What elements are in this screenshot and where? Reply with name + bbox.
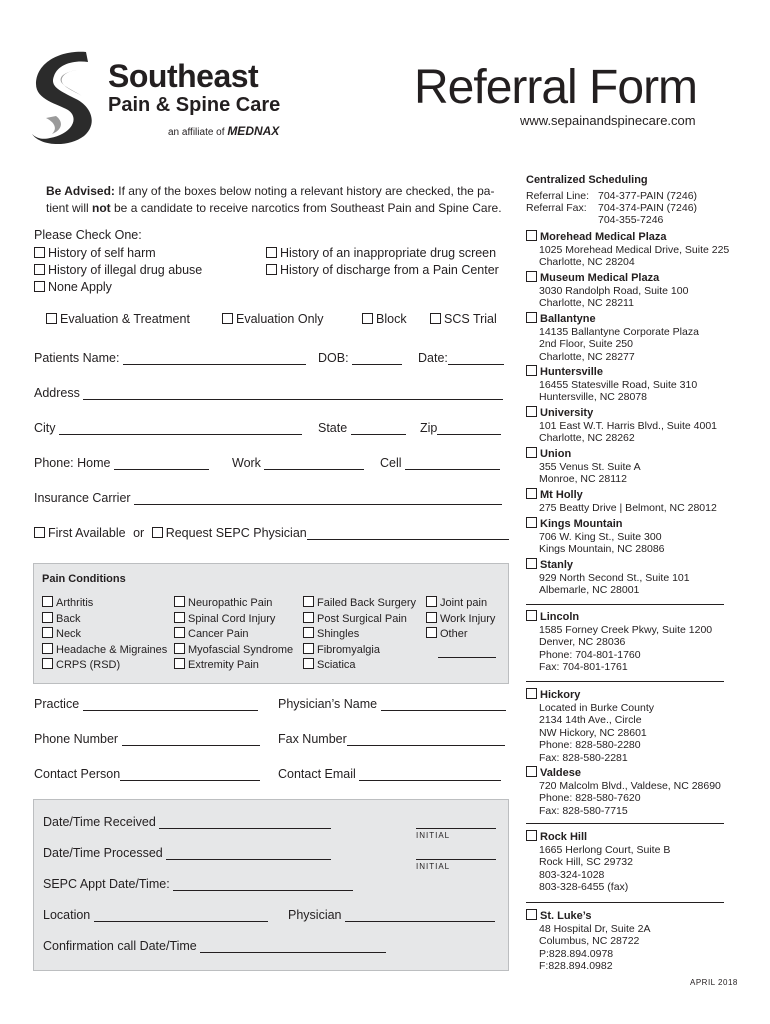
affiliate-line bbox=[168, 124, 279, 138]
date-received-line[interactable] bbox=[159, 815, 331, 829]
divider bbox=[526, 823, 724, 824]
initial-processed[interactable]: INITIAL bbox=[416, 846, 496, 871]
divider bbox=[526, 681, 724, 682]
referral-fax: Referral Fax: 704-374-PAIN (7246) bbox=[526, 202, 698, 214]
checkbox[interactable] bbox=[303, 596, 314, 607]
pain-spinal-cord[interactable]: Spinal Cord Injury bbox=[174, 612, 293, 628]
check-illegal-drug[interactable]: History of illegal drug abuse bbox=[34, 262, 202, 279]
physician-field[interactable]: Physician bbox=[288, 908, 495, 922]
checkbox[interactable] bbox=[526, 488, 537, 499]
pain-work-injury[interactable]: Work Injury bbox=[426, 612, 496, 628]
service-eval-treatment[interactable]: Evaluation & Treatment bbox=[46, 312, 190, 326]
checkbox[interactable] bbox=[526, 558, 537, 569]
zip-line[interactable] bbox=[437, 421, 501, 435]
location-ballantyne[interactable]: Ballantyne 14135 Ballantyne Corporate Plaza 2nd Floor, Suite 250 Charlotte, NC 28277 bbox=[526, 312, 699, 363]
pain-col-1 bbox=[42, 596, 167, 674]
work-field[interactable]: Work bbox=[232, 456, 364, 470]
zip-field[interactable]: Zip bbox=[420, 421, 501, 435]
checkbox[interactable] bbox=[303, 658, 314, 669]
address-field[interactable]: Address bbox=[34, 386, 503, 400]
checkbox[interactable] bbox=[222, 313, 233, 324]
service-block[interactable]: Block bbox=[362, 312, 407, 326]
pain-post-surgical[interactable]: Post Surgical Pain bbox=[303, 612, 416, 628]
logo-s-mark-icon bbox=[28, 48, 100, 148]
checkbox[interactable] bbox=[426, 596, 437, 607]
advisory-text bbox=[46, 183, 516, 217]
checkbox[interactable] bbox=[526, 230, 537, 241]
phone-number-field[interactable]: Phone Number bbox=[34, 732, 260, 746]
insurance-field[interactable]: Insurance Carrier bbox=[34, 491, 502, 505]
location-stanly[interactable]: Stanly 929 North Second St., Suite 101 Albemarle, NC 28001 bbox=[526, 558, 690, 597]
checkbox[interactable] bbox=[526, 766, 537, 777]
date-received-field[interactable]: Date/Time Received bbox=[43, 815, 331, 829]
checkbox[interactable] bbox=[526, 365, 537, 376]
cell-line[interactable] bbox=[405, 456, 500, 470]
pain-col-3 bbox=[303, 596, 416, 674]
checkbox[interactable] bbox=[174, 596, 185, 607]
appt-date-line[interactable] bbox=[173, 877, 353, 891]
patients-name-line[interactable] bbox=[123, 351, 306, 365]
referral-fax-2: 704-355-7246 bbox=[598, 214, 664, 226]
checkbox[interactable] bbox=[174, 627, 185, 638]
location-museum[interactable]: Museum Medical Plaza 3030 Randolph Road, Suite 100 Charlotte, NC 28211 bbox=[526, 271, 688, 310]
dob-line[interactable] bbox=[352, 351, 402, 365]
checkbox[interactable] bbox=[430, 313, 441, 324]
pain-headache[interactable]: Headache & Migraines bbox=[42, 643, 167, 659]
date-line[interactable] bbox=[448, 351, 504, 365]
contact-person-field[interactable]: Contact Person bbox=[34, 767, 260, 781]
location-huntersville[interactable]: Huntersville 16455 Statesville Road, Suite 310 Huntersville, NC 28078 bbox=[526, 365, 697, 404]
confirmation-line[interactable] bbox=[200, 939, 386, 953]
pain-col-2 bbox=[174, 596, 293, 674]
insurance-line[interactable] bbox=[134, 491, 502, 505]
location-hickory[interactable]: Hickory Located in Burke County 2134 14th Ave., Circle NW Hickory, NC 28601 Phone: 828-580-2280 Fax: 828-580-2281 bbox=[526, 688, 654, 764]
pain-extremity[interactable]: Extremity Pain bbox=[174, 658, 293, 674]
pain-myofascial[interactable]: Myofascial Syndrome bbox=[174, 643, 293, 659]
pain-neuropathic[interactable]: Neuropathic Pain bbox=[174, 596, 293, 612]
referral-line: Referral Line: 704-377-PAIN (7246) bbox=[526, 190, 698, 202]
check-discharge[interactable]: History of discharge from a Pain Center bbox=[266, 262, 499, 279]
pain-sciatica[interactable]: Sciatica bbox=[303, 658, 416, 674]
website: www.sepainandspinecare.com bbox=[520, 113, 696, 128]
checkbox[interactable] bbox=[426, 627, 437, 638]
physician-preference: First Available or Request SEPC Physician bbox=[34, 526, 509, 540]
check-drug-screen[interactable]: History of an inappropriate drug screen bbox=[266, 245, 499, 262]
checkbox[interactable] bbox=[34, 264, 45, 275]
location-mt-holly[interactable]: Mt Holly 275 Beatty Drive | Belmont, NC 28012 bbox=[526, 488, 717, 514]
checkbox[interactable] bbox=[266, 264, 277, 275]
pain-shingles[interactable]: Shingles bbox=[303, 627, 416, 643]
phone-home-line[interactable] bbox=[114, 456, 209, 470]
advisory-line-1: Be Advised: If any of the boxes below noting a relevant history are checked, the pa- bbox=[46, 184, 495, 198]
advisory-lead: Be Advised: bbox=[46, 184, 115, 198]
checkbox[interactable] bbox=[526, 830, 537, 841]
check-self-harm[interactable]: History of self harm bbox=[34, 245, 202, 262]
checkbox[interactable] bbox=[526, 517, 537, 528]
checkbox[interactable] bbox=[46, 313, 57, 324]
checkbox[interactable] bbox=[526, 909, 537, 920]
checkbox[interactable] bbox=[174, 643, 185, 654]
date-processed-line[interactable] bbox=[166, 846, 331, 860]
physicians-name-field[interactable]: Physician’s Name bbox=[278, 697, 506, 711]
pain-failed-back[interactable]: Failed Back Surgery bbox=[303, 596, 416, 612]
work-line[interactable] bbox=[264, 456, 364, 470]
checkbox[interactable] bbox=[174, 612, 185, 623]
cell-field[interactable]: Cell bbox=[380, 456, 500, 470]
location-st-lukes[interactable]: St. Luke’s 48 Hospital Dr, Suite 2A Columbus, NC 28722 P:828.894.0978 F:828.894.0982 bbox=[526, 909, 650, 973]
pain-col-4 bbox=[426, 596, 496, 658]
location-valdese[interactable]: Valdese 720 Malcolm Blvd., Valdese, NC 28690 Phone: 828-580-7620 Fax: 828-580-7715 bbox=[526, 766, 721, 817]
checkbox[interactable] bbox=[42, 658, 53, 669]
city-line[interactable] bbox=[59, 421, 302, 435]
physicians-name-line[interactable] bbox=[381, 697, 506, 711]
checkbox[interactable] bbox=[526, 271, 537, 282]
service-scs-trial[interactable]: SCS Trial bbox=[430, 312, 497, 326]
phone-home-field[interactable]: Phone: Home bbox=[34, 456, 209, 470]
location-morehead[interactable]: Morehead Medical Plaza 1025 Morehead Medical Drive, Suite 225 Charlotte, NC 28204 bbox=[526, 230, 729, 269]
affiliate-name: MEDNAX bbox=[227, 124, 280, 138]
pain-neck[interactable]: Neck bbox=[42, 627, 167, 643]
contact-person-line[interactable] bbox=[120, 767, 260, 781]
checkbox[interactable] bbox=[526, 610, 537, 621]
pain-joint[interactable]: Joint pain bbox=[426, 596, 496, 612]
checkbox[interactable] bbox=[303, 612, 314, 623]
checkbox[interactable] bbox=[266, 247, 277, 258]
checkbox[interactable] bbox=[42, 643, 53, 654]
practice-field[interactable]: Practice bbox=[34, 697, 258, 711]
appt-date-field[interactable]: SEPC Appt Date/Time: bbox=[43, 877, 353, 891]
contact-email-field[interactable]: Contact Email bbox=[278, 767, 501, 781]
request-physician-line[interactable] bbox=[307, 526, 509, 540]
checkbox[interactable] bbox=[42, 612, 53, 623]
check-one-left bbox=[34, 245, 202, 296]
patients-name-field[interactable]: Patients Name: bbox=[34, 351, 306, 365]
checkbox[interactable] bbox=[303, 643, 314, 654]
practice-line[interactable] bbox=[83, 697, 258, 711]
affiliate-prefix: an affiliate of bbox=[168, 127, 225, 138]
location-line[interactable] bbox=[94, 908, 268, 922]
contact-email-line[interactable] bbox=[359, 767, 501, 781]
checkbox[interactable] bbox=[34, 247, 45, 258]
location-field[interactable]: Location bbox=[43, 908, 268, 922]
date-processed-field[interactable]: Date/Time Processed bbox=[43, 846, 331, 860]
dob-field[interactable]: DOB: bbox=[318, 351, 402, 365]
checkbox[interactable] bbox=[526, 406, 537, 417]
checkbox[interactable] bbox=[42, 596, 53, 607]
location-university[interactable]: University 101 East W.T. Harris Blvd., Suite 4001 Charlotte, NC 28262 bbox=[526, 406, 717, 445]
location-lincoln[interactable]: Lincoln 1585 Forney Creek Pkwy, Suite 1200 Denver, NC 28036 Phone: 704-801-1760 Fax: 704-801-1761 bbox=[526, 610, 712, 674]
physician-line[interactable] bbox=[345, 908, 495, 922]
initial-received-line[interactable] bbox=[416, 815, 496, 829]
pain-arthritis[interactable]: Arthritis bbox=[42, 596, 167, 612]
pain-conditions-heading: Pain Conditions bbox=[42, 573, 126, 585]
location-rock-hill[interactable]: Rock Hill 1665 Herlong Court, Suite B Rock Hill, SC 29732 803-324-1028 803-328-6455 (fax) bbox=[526, 830, 670, 894]
location-union[interactable]: Union 355 Venus St. Suite A Monroe, NC 28112 bbox=[526, 447, 641, 486]
initial-received[interactable]: INITIAL bbox=[416, 815, 496, 840]
logo bbox=[28, 48, 288, 148]
divider bbox=[526, 604, 724, 605]
pain-back[interactable]: Back bbox=[42, 612, 167, 628]
initial-processed-line[interactable] bbox=[416, 846, 496, 860]
checkbox[interactable] bbox=[303, 627, 314, 638]
service-eval-only[interactable]: Evaluation Only bbox=[222, 312, 324, 326]
pain-crps[interactable]: CRPS (RSD) bbox=[42, 658, 167, 674]
check-one-right bbox=[266, 245, 499, 279]
check-none-apply[interactable]: None Apply bbox=[34, 279, 202, 296]
checkbox[interactable] bbox=[362, 313, 373, 324]
check-one-heading: Please Check One: bbox=[34, 228, 142, 242]
checkbox[interactable] bbox=[426, 612, 437, 623]
state-field[interactable]: State bbox=[318, 421, 406, 435]
pain-fibromyalgia[interactable]: Fibromyalgia bbox=[303, 643, 416, 659]
brand-name: Southeast bbox=[108, 58, 259, 94]
pain-other-line[interactable] bbox=[438, 643, 496, 659]
state-line[interactable] bbox=[351, 421, 406, 435]
checkbox[interactable] bbox=[526, 312, 537, 323]
address-line[interactable] bbox=[83, 386, 503, 400]
checkbox[interactable] bbox=[152, 527, 163, 538]
checkbox[interactable] bbox=[526, 447, 537, 458]
scheduling-heading: Centralized Scheduling bbox=[526, 174, 648, 186]
page-title: Referral Form bbox=[414, 61, 698, 114]
advisory-line-2: tient will not be a candidate to receive narcotics from Southeast Pain and Spine Care. bbox=[46, 201, 502, 215]
city-field[interactable]: City bbox=[34, 421, 302, 435]
phone-number-line[interactable] bbox=[122, 732, 260, 746]
fax-number-field[interactable]: Fax Number bbox=[278, 732, 505, 746]
checkbox[interactable] bbox=[34, 281, 45, 292]
brand-subtitle: Pain & Spine Care bbox=[108, 94, 281, 116]
checkbox[interactable] bbox=[34, 527, 45, 538]
pain-cancer[interactable]: Cancer Pain bbox=[174, 627, 293, 643]
date-field[interactable]: Date: bbox=[418, 351, 504, 365]
checkbox[interactable] bbox=[526, 688, 537, 699]
fax-number-line[interactable] bbox=[347, 732, 505, 746]
checkbox[interactable] bbox=[174, 658, 185, 669]
location-kings-mountain[interactable]: Kings Mountain 706 W. King St., Suite 300 Kings Mountain, NC 28086 bbox=[526, 517, 665, 556]
divider bbox=[526, 902, 724, 903]
request-physician-option[interactable]: Request SEPC Physician bbox=[152, 526, 307, 540]
footer-date: APRIL 2018 bbox=[690, 978, 738, 987]
confirmation-field[interactable]: Confirmation call Date/Time bbox=[43, 939, 386, 953]
checkbox[interactable] bbox=[42, 627, 53, 638]
pain-other[interactable]: Other bbox=[426, 627, 496, 643]
first-available-option[interactable]: First Available bbox=[34, 526, 126, 540]
